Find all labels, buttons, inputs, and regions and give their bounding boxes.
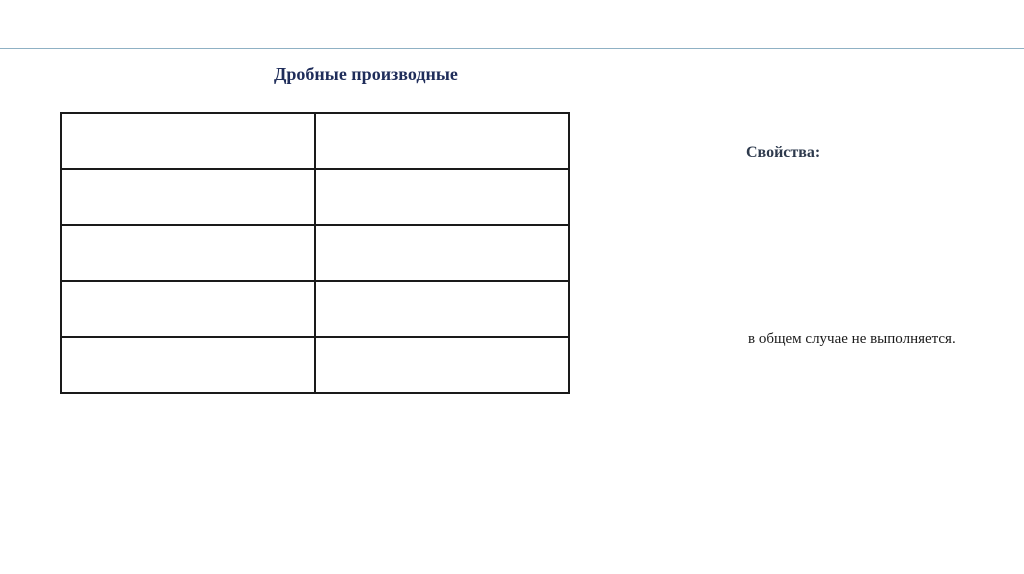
table-cell (315, 113, 569, 169)
table-row (61, 225, 569, 281)
table-cell (61, 169, 315, 225)
formula-table (60, 112, 570, 394)
table-cell (61, 281, 315, 337)
table-row (61, 281, 569, 337)
header-divider (0, 48, 1024, 49)
properties-note: в общем случае не выполняется. (748, 331, 956, 347)
table-cell (315, 169, 569, 225)
table-row (61, 113, 569, 169)
properties-heading: Свойства: (746, 144, 821, 161)
table-cell (315, 281, 569, 337)
table-cell (61, 113, 315, 169)
table-row (61, 337, 569, 393)
table-cell (315, 225, 569, 281)
table-cell (315, 337, 569, 393)
table-row (61, 169, 569, 225)
slide-title: Дробные производные (274, 64, 458, 84)
table-cell (61, 337, 315, 393)
table-cell (61, 225, 315, 281)
